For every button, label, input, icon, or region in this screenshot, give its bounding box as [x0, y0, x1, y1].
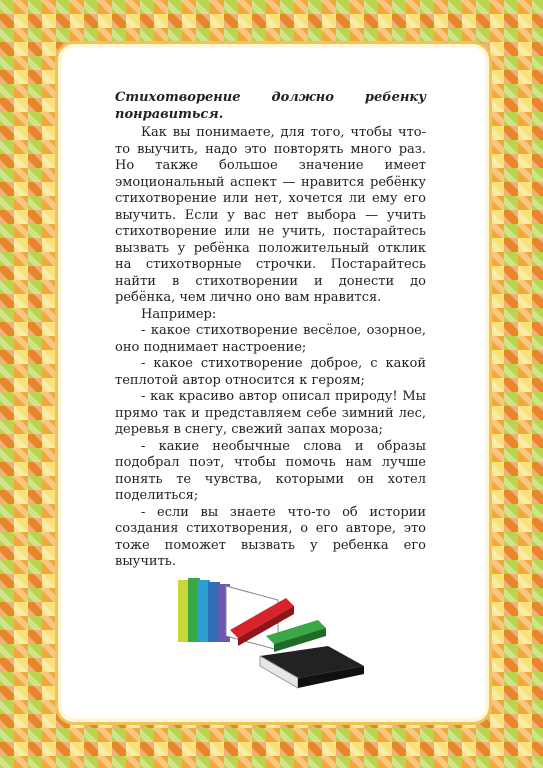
- article-title: Стихотворение должно ребенку понравиться.: [115, 90, 426, 122]
- books-stack-icon: [168, 570, 368, 698]
- list-item-words: - какие необычные слова и образы подобрал поэт, чтобы помочь нам лучше понять те чувства, которыми он хотел поделиться;: [115, 438, 426, 503]
- paragraph-example-label: Например:: [141, 306, 217, 322]
- list-item-nature: - как красиво автор описал природу! Мы прямо так и представляем себе зимний лес, деревья в снегу, свежий запах мороза;: [115, 389, 426, 437]
- article-body: [115, 90, 426, 571]
- list-item-kind: - какое стихотворение доброе, с какой теплотой автор относится к героям;: [115, 356, 426, 388]
- list-item-history: - если вы знаете что-то об истории создания стихотворения, о его авторе, это тоже поможет вызвать у ребенка его выучить.: [115, 504, 426, 569]
- paragraph-intro: Как вы понимаете, для того, чтобы что-то выучить, надо это повторять много раз. Но также большое значение имеет эмоциональный аспект — нравится ребёнку стихотворение или нет, хочется ли ему его выучить. Если у вас нет выбора — учить стихотворение или не учить, постарайтесь вызвать у ребёнка положительный отклик на стихотворные строчки. Постарайтесь найти в стихотворении и донести до ребёнка, чем лично оно вам нравится.: [115, 125, 426, 305]
- list-item-cheerful: - какое стихотворение весёлое, озорное, оно поднимает настроение;: [115, 323, 426, 355]
